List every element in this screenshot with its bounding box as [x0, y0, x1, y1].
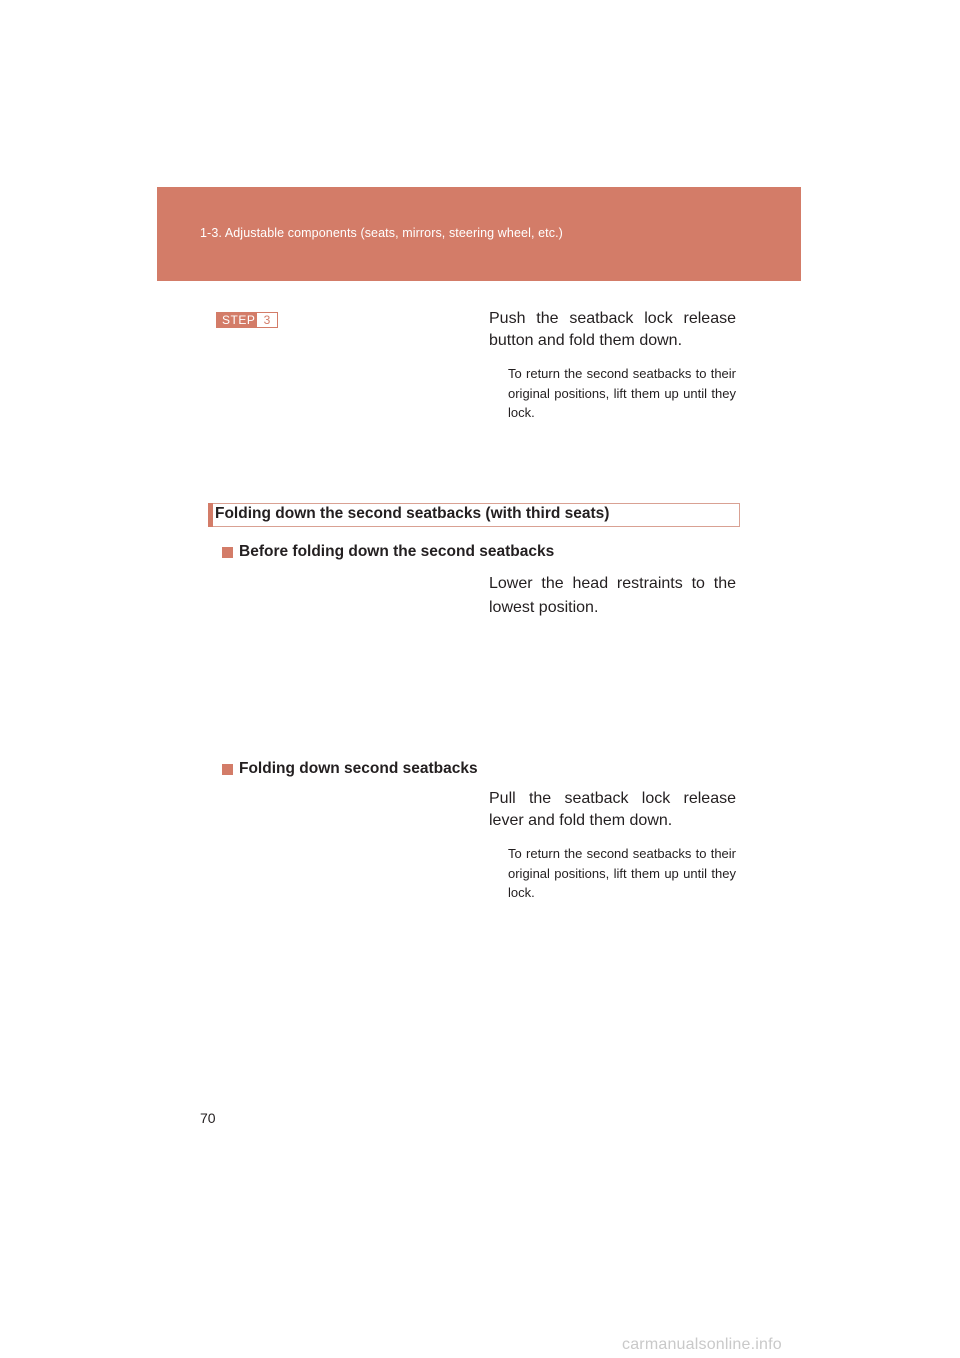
square-bullet-icon — [222, 764, 233, 775]
chapter-header-title: 1-3. Adjustable components (seats, mirrors, steering wheel, etc.) — [200, 226, 563, 240]
page-number: 70 — [200, 1110, 216, 1126]
step-label: STEP — [217, 313, 257, 327]
section-heading: Folding down the second seatbacks (with third seats) — [215, 505, 610, 522]
subheading-before-folding-label: Before folding down the second seatbacks — [239, 543, 555, 560]
folding-instruction: Pull the seatback lock release lever and fold them down. — [489, 790, 736, 829]
site-watermark: carmanualsonline.info — [622, 1336, 782, 1353]
step-number: 3 — [257, 313, 277, 327]
folding-note: To return the second seatbacks to their original positions, lift them up until they lock. — [508, 846, 736, 900]
step-instruction: Push the seatback lock release button and fold them down. — [489, 310, 736, 349]
section-heading-accent — [208, 503, 213, 527]
subheading-folding-down-label: Folding down second seatbacks — [239, 760, 478, 777]
subheading-before-folding — [222, 543, 554, 561]
square-bullet-icon — [222, 547, 233, 558]
step-note: To return the second seatbacks to their original positions, lift them up until they lock. — [508, 366, 736, 420]
subheading-folding-down — [222, 760, 478, 778]
before-folding-instruction: Lower the head restraints to the lowest position. — [489, 575, 736, 616]
step-badge — [216, 312, 278, 328]
